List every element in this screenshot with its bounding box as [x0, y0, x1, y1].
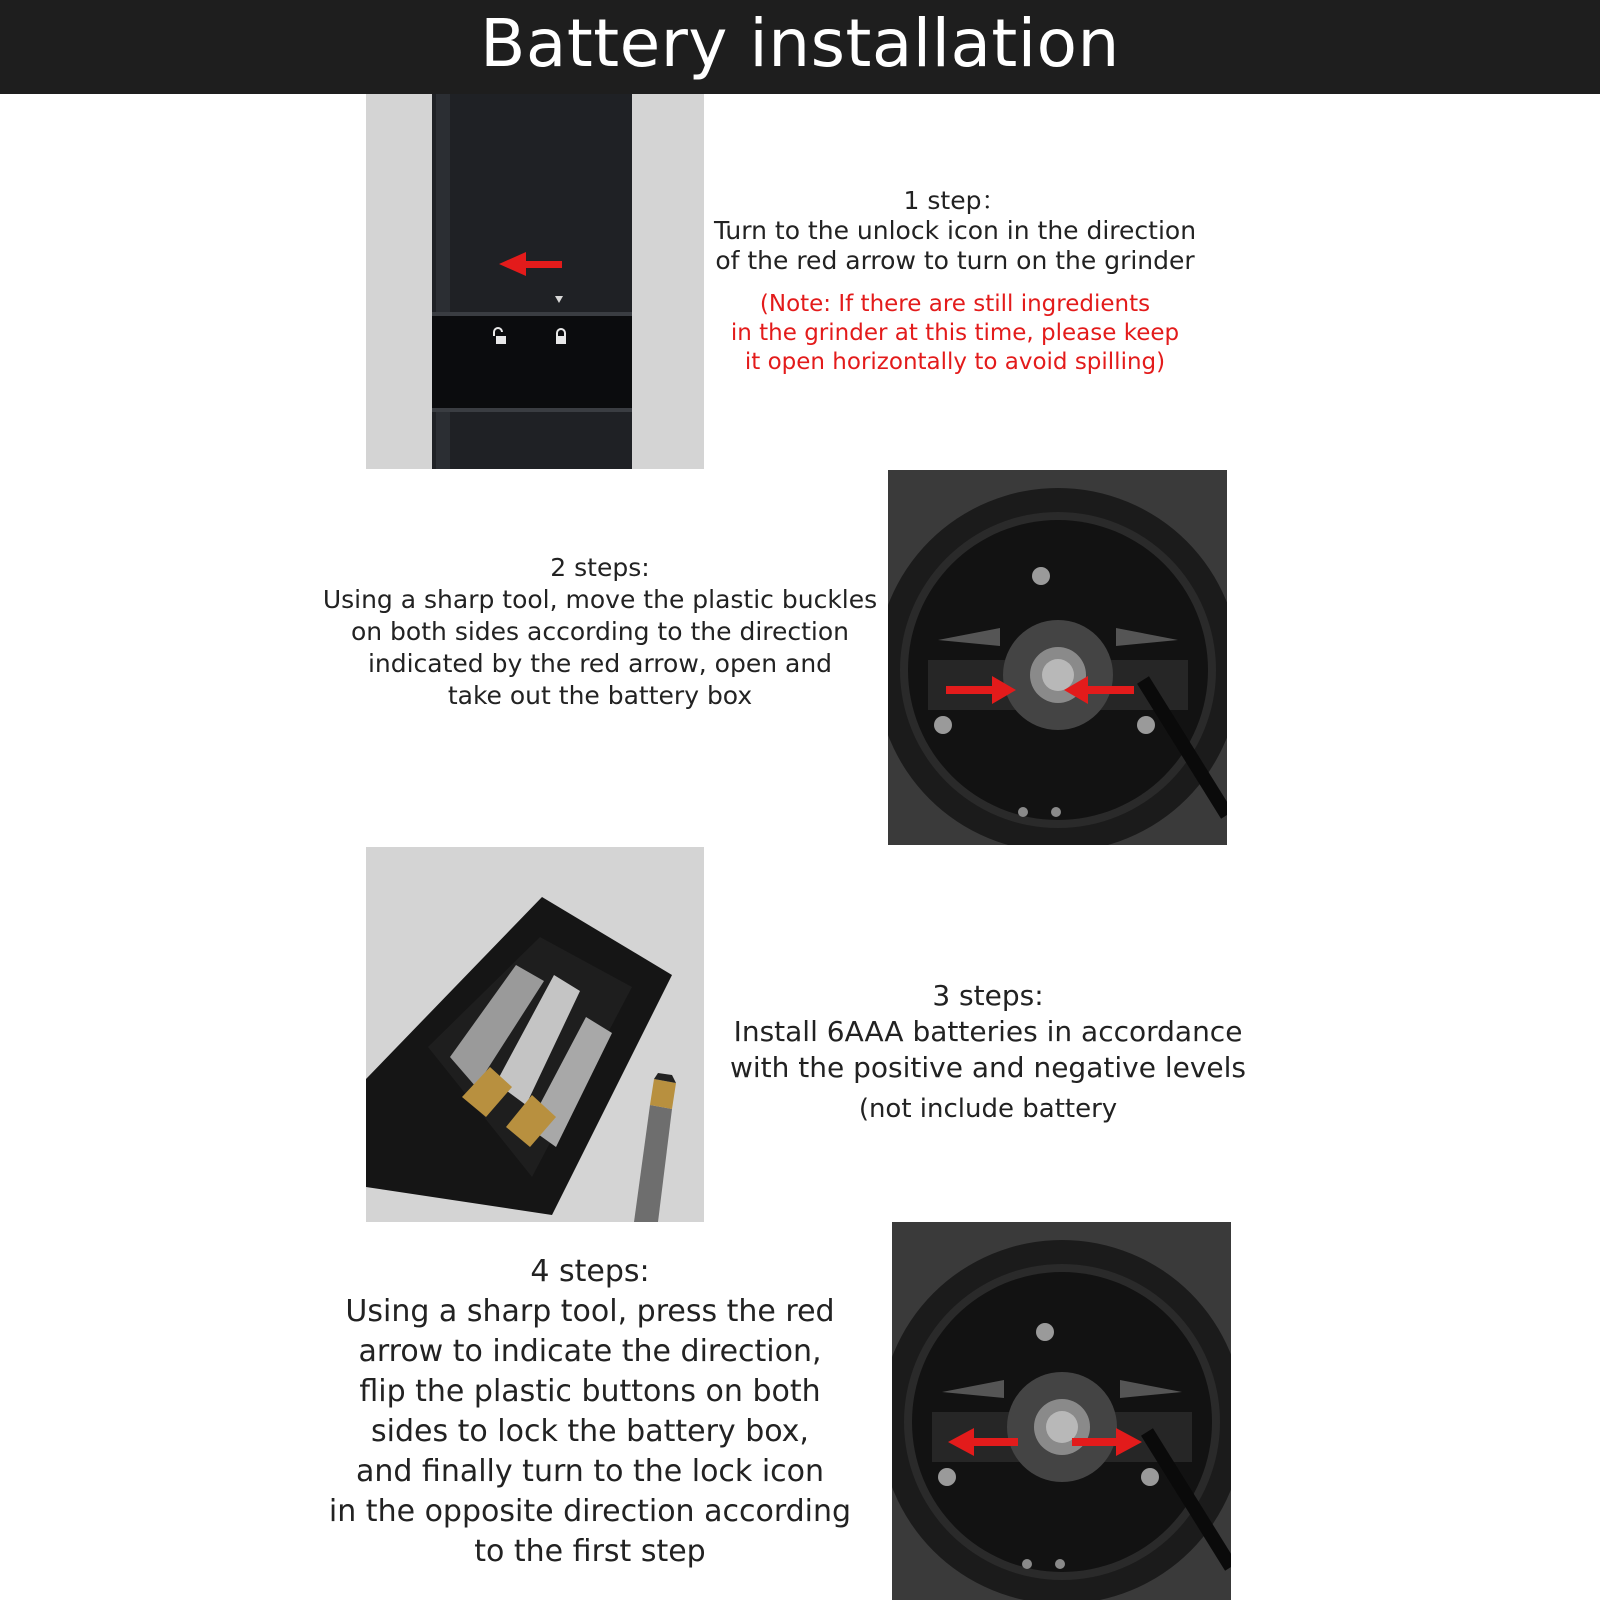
step1-line-1: Turn to the unlock icon in the direction [713, 216, 1197, 245]
step3-line-1: Install 6AAA batteries in accordance [733, 1015, 1243, 1048]
step4-line-3: flip the plastic buttons on both [359, 1374, 821, 1409]
step3-line-2: with the positive and negative levels [730, 1051, 1246, 1084]
step2-photo [888, 470, 1227, 845]
step1-note-1: (Note: If there are still ingredients [759, 291, 1151, 317]
step4-line-5: and finally turn to the lock icon [355, 1454, 825, 1489]
step4-caption [280, 1252, 900, 1572]
step4-line-2: arrow to indicate the direction, [358, 1334, 822, 1369]
battery-box-icon [366, 897, 672, 1215]
step4-line-7: to the first step [474, 1534, 706, 1569]
step1-caption [705, 186, 1205, 377]
step2-line-4: take out the battery box [447, 681, 753, 710]
step4-line-1: Using a sharp tool, press the red [345, 1294, 835, 1329]
step2-heading: 2 steps: [550, 553, 650, 582]
step4-line-6: in the opposite direction according [328, 1494, 852, 1529]
step1-note-3: it open horizontally to avoid spilling) [744, 349, 1166, 375]
step1-note-2: in the grinder at this time, please keep [730, 320, 1180, 346]
step2-line-2: on both sides according to the direction [350, 617, 850, 646]
step4-heading: 4 steps: [530, 1254, 650, 1289]
step3-photo [366, 847, 704, 1222]
step4-line-4: sides to lock the battery box, [371, 1414, 809, 1449]
aaa-battery-icon [634, 1073, 676, 1222]
step2-line-3: indicated by the red arrow, open and [367, 649, 833, 678]
step3-heading: 3 steps: [932, 979, 1044, 1012]
step1-photo [366, 94, 704, 469]
step2-line-1: Using a sharp tool, move the plastic buckles [322, 585, 878, 614]
step3-sub: (not include battery [858, 1094, 1118, 1124]
page-title: Battery installation [0, 0, 1600, 94]
step1-heading: 1 step： [903, 186, 1007, 215]
step4-photo [892, 1222, 1231, 1600]
step3-caption [708, 978, 1268, 1126]
step2-caption [310, 552, 890, 712]
step1-line-2: of the red arrow to turn on the grinder [715, 246, 1195, 275]
